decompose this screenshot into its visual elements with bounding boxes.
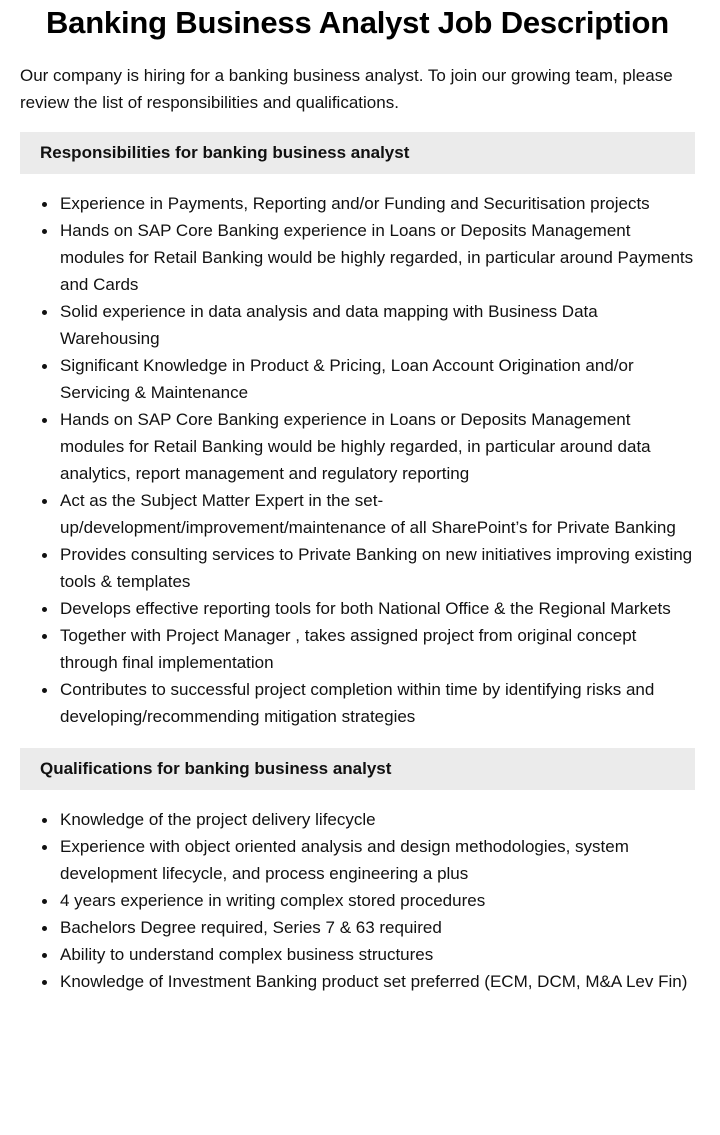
bullet-icon [42,845,47,850]
bullet-icon [42,418,47,423]
bullet-icon [42,899,47,904]
bullet-icon [42,499,47,504]
bullet-icon [42,202,47,207]
qualifications-heading: Qualifications for banking business analyst [20,748,695,790]
list-item: Knowledge of the project delivery lifecycle [60,806,695,833]
list-item: Hands on SAP Core Banking experience in Loans or Deposits Management modules for Retail Banking would be highly regarded, in particular around data analytics, report management and regulatory reporting [60,406,695,487]
responsibilities-heading: Responsibilities for banking business analyst [20,132,695,174]
list-item: Bachelors Degree required, Series 7 & 63 required [60,914,695,941]
list-item: Ability to understand complex business structures [60,941,695,968]
list-item: Develops effective reporting tools for both National Office & the Regional Markets [60,595,695,622]
bullet-icon [42,688,47,693]
qualifications-list [20,806,695,995]
bullet-icon [42,364,47,369]
list-item: Knowledge of Investment Banking product set preferred (ECM, DCM, M&A Lev Fin) [60,968,695,995]
page-title: Banking Business Analyst Job Description [45,5,670,40]
list-item: Experience with object oriented analysis and design methodologies, system development lifecycle, and process engineering a plus [60,833,695,887]
intro-paragraph: Our company is hiring for a banking business analyst. To join our growing team, please review the list of responsibilities and qualifications. [20,66,673,112]
bullet-icon [42,310,47,315]
bullet-icon [42,953,47,958]
list-item: Contributes to successful project completion within time by identifying risks and developing/recommending mitigation strategies [60,676,695,730]
list-item: Hands on SAP Core Banking experience in Loans or Deposits Management modules for Retail Banking would be highly regarded, in particular around Payments and Cards [60,217,695,298]
responsibilities-list [20,190,695,730]
list-item: 4 years experience in writing complex stored procedures [60,887,695,914]
list-item: Significant Knowledge in Product & Pricing, Loan Account Origination and/or Servicing & Maintenance [60,352,695,406]
bullet-icon [42,980,47,985]
list-item: Provides consulting services to Private Banking on new initiatives improving existing tools & templates [60,541,695,595]
bullet-icon [42,229,47,234]
bullet-icon [42,607,47,612]
bullet-icon [42,926,47,931]
list-item: Solid experience in data analysis and data mapping with Business Data Warehousing [60,298,695,352]
list-item: Together with Project Manager , takes assigned project from original concept through final implementation [60,622,695,676]
list-item: Experience in Payments, Reporting and/or Funding and Securitisation projects [60,190,695,217]
bullet-icon [42,553,47,558]
bullet-icon [42,634,47,639]
list-item: Act as the Subject Matter Expert in the set-up/development/improvement/maintenance of all SharePoint’s for Private Banking [60,487,695,541]
bullet-icon [42,818,47,823]
